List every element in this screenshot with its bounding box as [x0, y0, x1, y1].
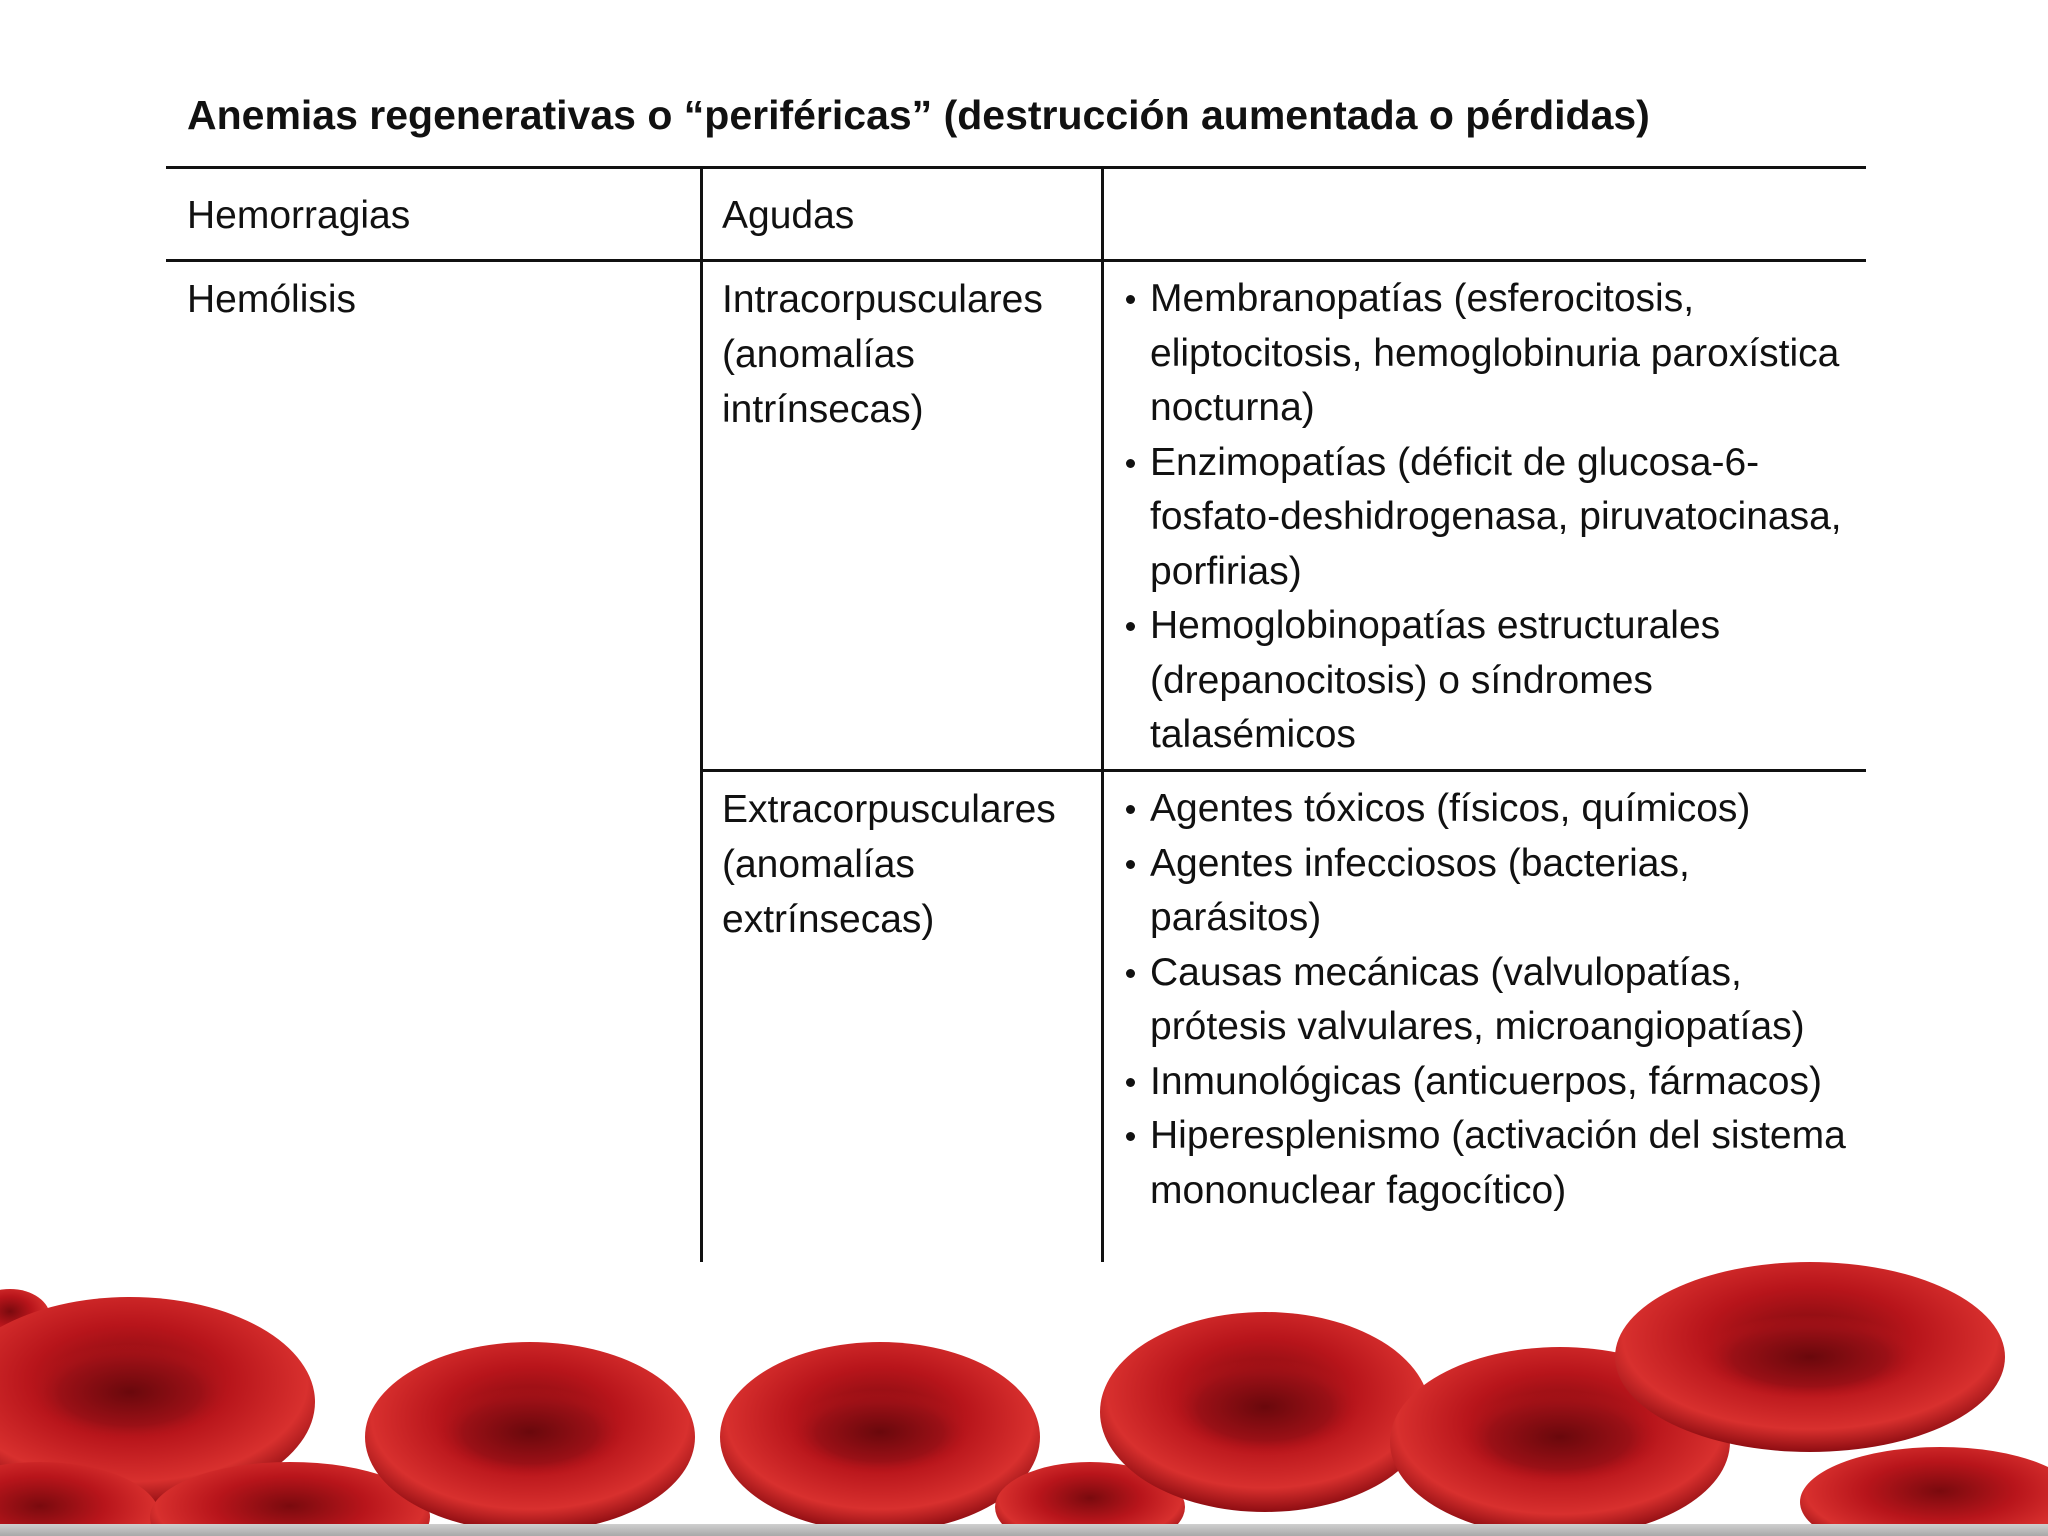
table-top-rule: [166, 166, 1866, 169]
list-item: Inmunológicas (anticuerpos, fármacos): [1122, 1055, 1862, 1110]
table-title: Anemias regenerativas o “periféricas” (destrucción aumentada o pérdidas): [187, 92, 1650, 138]
extracorpuscular-list: [1122, 782, 1862, 1218]
red-blood-cells-image: [0, 1262, 2048, 1536]
list-item: Hiperesplenismo (activación del sistema mononuclear fagocítico): [1122, 1109, 1862, 1218]
list-item: Agentes tóxicos (físicos, químicos): [1122, 782, 1862, 837]
cell-extracorpusculares: Extracorpusculares (anomalías extrínsecas): [722, 788, 1056, 941]
cell-hemorragias: Hemorragias: [187, 194, 411, 237]
list-item: Agentes infecciosos (bacterias, parásitos): [1122, 837, 1862, 946]
list-item: Hemoglobinopatías estructurales (drepanocitosis) o síndromes talasémicos: [1122, 599, 1862, 763]
cell-agudas: Agudas: [722, 194, 855, 237]
subrow-divider: [701, 769, 1866, 772]
cell-intracorpusculares: Intracorpusculares (anomalías intrínsecas): [722, 278, 1043, 431]
intracorpuscular-list: [1122, 272, 1862, 763]
header-row-divider: [166, 259, 1866, 262]
cell-hemolisis: Hemólisis: [187, 278, 357, 321]
list-item: Causas mecánicas (valvulopatías, prótesis valvulares, microangiopatías): [1122, 946, 1862, 1055]
column-divider-2: [1101, 166, 1104, 1284]
list-item: Membranopatías (esferocitosis, eliptocitosis, hemoglobinuria paroxística nocturna): [1122, 272, 1862, 436]
list-item: Enzimopatías (déficit de glucosa-6-fosfato-deshidrogenasa, piruvatocinasa, porfirias): [1122, 436, 1862, 600]
column-divider-1: [700, 166, 703, 1284]
